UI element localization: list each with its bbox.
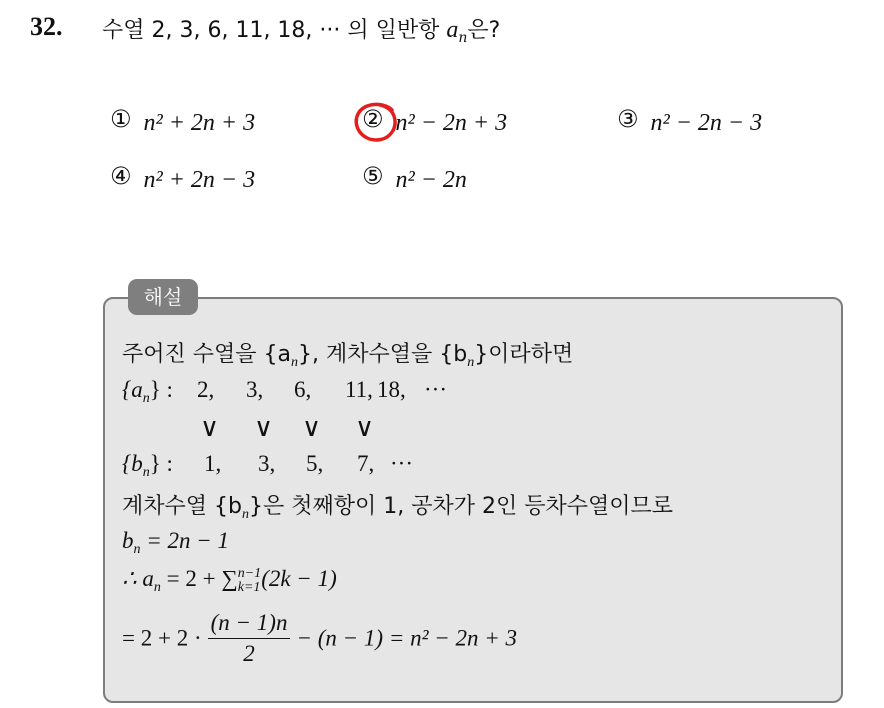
seq-b-value: 1, bbox=[204, 451, 222, 476]
choice-expression: n² + 2n − 3 bbox=[143, 167, 256, 193]
choice-5[interactable] bbox=[362, 162, 467, 194]
choice-expression: n² − 2n bbox=[395, 167, 467, 193]
question-text bbox=[102, 13, 500, 46]
seq-b-value: 5, bbox=[306, 451, 324, 476]
question-number: 32. bbox=[30, 12, 63, 41]
difference-symbol: ∨ bbox=[302, 413, 322, 443]
answer-mark-circle bbox=[352, 100, 400, 144]
choice-number: ② bbox=[362, 105, 384, 133]
seq-a-value: 3, bbox=[246, 377, 264, 402]
solution-intro: 주어진 수열을 $\{a_n\}$, 계차수열을 $\{b_n\}$이라하면 bbox=[122, 342, 574, 370]
seq-a-value: 2, bbox=[197, 377, 215, 402]
question-text-prefix: 수열 2, 3, 6, 11, 18, ··· 의 일반항 bbox=[102, 18, 447, 43]
seq-a-value: ··· bbox=[424, 377, 447, 402]
seq-b-value: 3, bbox=[258, 451, 276, 476]
choice-expression: n² − 2n + 3 bbox=[395, 110, 508, 136]
choice-number: ④ bbox=[110, 162, 132, 190]
question-text-suffix: 은? bbox=[467, 18, 501, 43]
choice-1[interactable] bbox=[110, 105, 256, 137]
choice-4[interactable] bbox=[110, 162, 256, 194]
question-var-sub: n bbox=[458, 30, 468, 46]
bn-formula: $b_n = 2n - 1$ bbox=[122, 528, 230, 557]
choice-number: ① bbox=[110, 105, 132, 133]
seq-b-value: 7, bbox=[357, 451, 375, 476]
difference-symbol: ∨ bbox=[254, 413, 274, 443]
seq-a-value: 11, bbox=[345, 377, 373, 402]
solution-description: 계차수열 $\{b_n\}$은 첫째항이 1, 공차가 2인 등차수열이므로 bbox=[122, 494, 673, 522]
seq-a-value: 6, bbox=[294, 377, 312, 402]
choice-3[interactable] bbox=[617, 105, 763, 137]
sequence-a-row: $\{a_n\}$ : bbox=[122, 377, 173, 406]
solution-tab: 해설 bbox=[128, 279, 198, 315]
choice-expression: n² − 2n − 3 bbox=[650, 110, 763, 136]
seq-a-value: 18, bbox=[377, 377, 406, 402]
choice-expression: n² + 2n + 3 bbox=[143, 110, 256, 136]
question-var: a bbox=[446, 17, 459, 43]
choice-number: ⑤ bbox=[362, 162, 384, 190]
difference-symbol: ∨ bbox=[200, 413, 220, 443]
choice-number: ③ bbox=[617, 105, 639, 133]
sequence-b-row: $\{b_n\}$ : bbox=[122, 451, 173, 480]
final-formula: = 2 + 2 · $\frac{(n - 1)n}{2}$ − (n − 1) = n² − 2n + 3 bbox=[122, 610, 518, 666]
difference-symbol: ∨ bbox=[355, 413, 375, 443]
seq-b-value: ··· bbox=[390, 451, 413, 476]
an-sum-formula: ∴ $a_n = 2$ + ∑ n−1 k=1 (2k − 1) bbox=[122, 565, 337, 595]
